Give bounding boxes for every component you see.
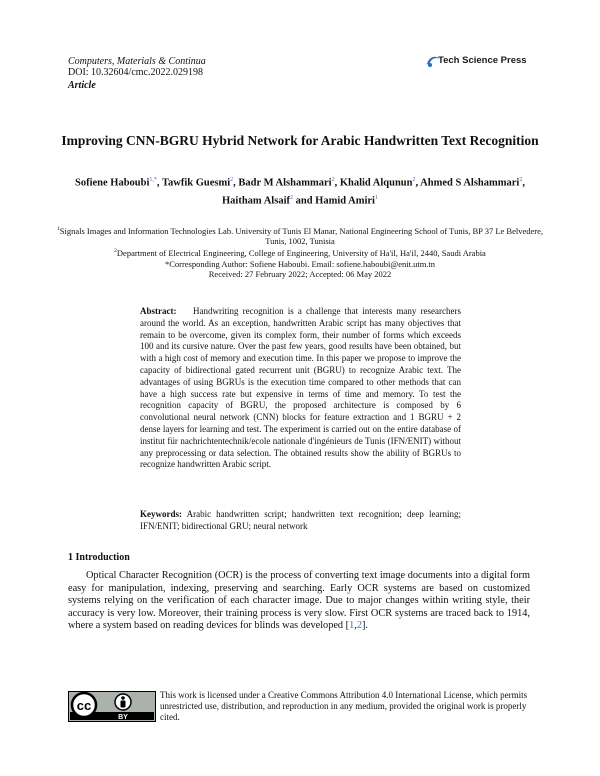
author-separator: and (292, 195, 316, 206)
publisher-logo (425, 53, 537, 71)
keywords-label: Keywords: (140, 509, 182, 519)
author-separator: , (156, 177, 162, 189)
cc-by-badge[interactable] (68, 691, 156, 722)
author-separator: , (522, 177, 525, 189)
publisher-name: Tech Science Press (438, 55, 527, 66)
keywords (140, 509, 461, 533)
affiliation-2 (50, 246, 550, 258)
author-separator: , (233, 177, 239, 189)
author-affiliation-mark[interactable]: 2 (519, 177, 523, 183)
author-name: Khalid Alqunun (339, 177, 413, 189)
affiliation-text: Signals Images and Information Technologies Lab. University of Tunis El Manar, National Engineering School of Tunis, BP 37 Le Belvedere, Tunis, 1002, Tunisia (59, 225, 543, 247)
author-list (60, 173, 540, 208)
author-name: Haitham Alsaif (222, 195, 290, 206)
author-separator: , (334, 177, 340, 189)
doi[interactable]: DOI: 10.32604/cmc.2022.029198 (68, 67, 203, 78)
abstract-text: Handwriting recognition is a challenge that interests many researchers around the world. As an exception, handwritten Arabic script has many objectives that remain to be overcome, given its complex form, their number of forms which exceeds 100 and its cursive nature. Over the past few years, good results have been obtained, but with a high cost of memory and execution time. In this paper we propose to improve the capacity of bidirectional gated recurrent unit (BGRU) to recognize Arabic text. The advantages of using BGRUs is the execution time compared to other methods that can have a high success rate but expensive in terms of time and memory. To test the recognition capacity of BGRU, the proposed architecture is composed by 6 convolutional neural network (CNN) blocks for feature extraction and 1 BGRU + 2 dense layers for learning and test. The experiment is carried out on the entire database of institut für nachrichtentechnik/ecole nationale d'ingénieurs de Tunis (IFN/ENIT) without any preprocessing or data selection. The obtained results show the ability of BGRUs to recognize handwritten Arabic script. (140, 306, 461, 470)
affiliation-1 (50, 224, 550, 246)
paper-title: Improving CNN-BGRU Hybrid Network for Arabic Handwritten Text Recognition (61, 133, 539, 148)
author-affiliation-mark[interactable]: 2 (230, 177, 234, 183)
abstract-label: Abstract: (140, 306, 177, 316)
author-affiliation-mark[interactable]: 2 (331, 177, 335, 183)
received-accepted-dates: Received: 27 February 2022; Accepted: 06 May 2022 (208, 268, 392, 279)
author-affiliation-mark[interactable]: 1 (374, 194, 378, 201)
cc-text: cc (76, 698, 92, 713)
abstract (140, 306, 461, 471)
author-name: Hamid Amiri (315, 195, 375, 206)
affiliations (50, 224, 550, 279)
author-separator: , (415, 177, 421, 189)
section-heading: 1 Introduction (68, 552, 130, 563)
article-type: Article (68, 80, 96, 91)
affiliation-text: Department of Electrical Engineering, College of Engineering, University of Ha'il, Ha'il, 2440, Saudi Arabia (116, 248, 486, 259)
introduction-paragraph (68, 570, 530, 633)
affiliation-mark: 2 (114, 248, 117, 255)
author-affiliation-mark[interactable]: 2 (289, 194, 293, 201)
corresponding-author: *Corresponding Author: Sofiene Haboubi. Email: sofiene.haboubi@enit.utm.tn (164, 258, 436, 269)
keywords-text: Arabic handwritten script; handwritten text recognition; deep learning; IFN/ENIT; bidirectional GRU; neural network (140, 509, 461, 531)
author-affiliation-mark[interactable]: 1,* (149, 177, 157, 183)
author-affiliation-mark[interactable]: 2 (412, 177, 416, 183)
affiliation-mark: 1 (56, 226, 60, 232)
cc-by-icon (68, 691, 156, 722)
journal-name: Computers, Materials & Continua (68, 56, 206, 67)
author-name: Tawfik Guesmi (161, 177, 231, 189)
author-name: Badr M Alshammari (238, 177, 332, 189)
license-text: This work is licensed under a Creative Commons Attribution 4.0 International License, which permits unrestricted use, distribution, and reproduction in any medium, provided the original work is properly cited. (160, 690, 528, 722)
author-name: Ahmed S Alshammari (420, 177, 520, 189)
author-name: Sofiene Haboubi (75, 177, 150, 189)
by-text: BY (118, 714, 128, 721)
paragraph-tail: ]. (361, 620, 368, 632)
citation-link[interactable]: 2 (356, 620, 362, 632)
citation-separator: , (354, 620, 357, 632)
paragraph-text: Optical Character Recognition (OCR) is the process of converting text image documents into a digital form easy for manipulation, indexing, preserving and searching. Early OCR systems are based on customized systems relying on the verification of each character image. Due to major changes within writing style, their accuracy is very low. Moreover, their training process is very slow. First OCR systems are traced back to 1914, where a system based on reading devices for blinds was developed [ (68, 570, 530, 632)
citation-link[interactable]: 1 (349, 620, 355, 632)
